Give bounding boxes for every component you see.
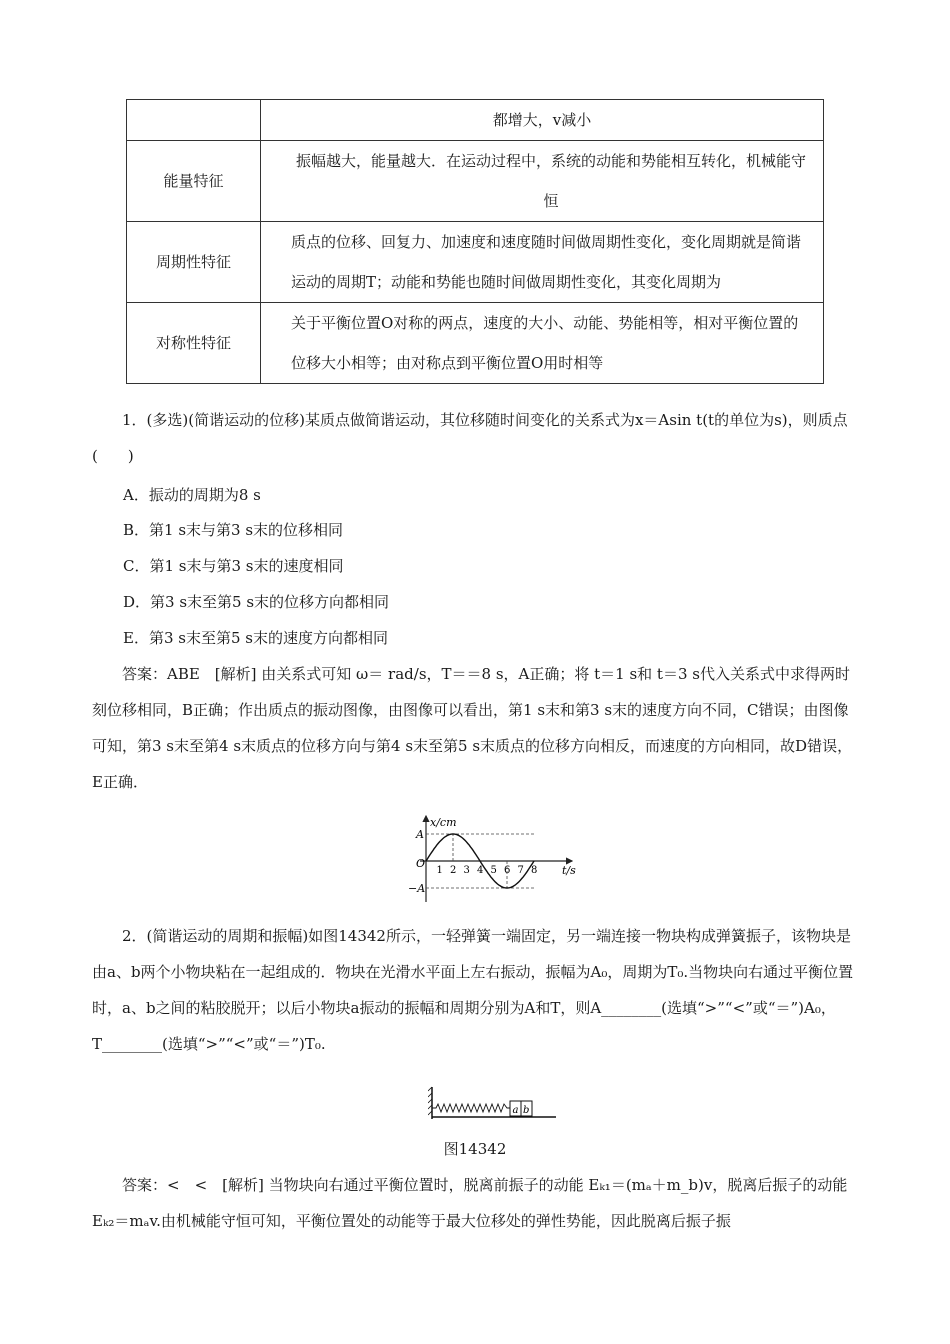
option-d: D．第3 s末至第5 s末的位移方向都相同 bbox=[123, 593, 390, 611]
spring bbox=[432, 1104, 510, 1112]
table-row bbox=[127, 141, 824, 222]
properties-table bbox=[126, 99, 824, 384]
tick-label: 3 bbox=[463, 865, 470, 876]
block-b-label: b bbox=[523, 1105, 530, 1116]
negative-amplitude-label: −A bbox=[408, 882, 426, 895]
question-2-stem: 2．(简谐运动的周期和振幅)如图14342所示，一轻弹簧一端固定，另一端连接一物块构成弹簧振子，该物块是由a、b两个小物块粘在一起组成的．物块在光滑水平面上左右振动，振幅为A₀，周期为T₀.当物块向右通过平衡位置时，a、b之间的粘胶脱开；以后小物块a振动的振幅和周期分别为A和T，则A________(选填“>”“<”或“＝”)A₀，T________(选填“>”“<”或“＝”)T₀. bbox=[92, 927, 854, 1053]
tick-label: 1 bbox=[436, 865, 443, 876]
table-row bbox=[127, 100, 824, 141]
question-1-stem: 1．(多选)(简谐运动的位移)某质点做简谐运动，其位移随时间变化的关系式为x＝Asin t(t的单位为s)，则质点( ) bbox=[92, 411, 848, 465]
row-label: 能量特征 bbox=[127, 141, 261, 222]
row-content: 振幅越大，能量越大．在运动过程中，系统的动能和势能相互转化，机械能守恒 bbox=[261, 141, 824, 222]
row-content: 关于平衡位置O对称的两点，速度的大小、动能、势能相等，相对平衡位置的位移大小相等；由对称点到平衡位置O用时相等 bbox=[261, 303, 824, 384]
option-e: E．第3 s末至第5 s末的速度方向都相同 bbox=[123, 629, 388, 647]
vibration-graph bbox=[386, 812, 586, 906]
option-b: B．第1 s末与第3 s末的位移相同 bbox=[123, 521, 344, 539]
amplitude-label: A bbox=[416, 828, 424, 841]
row-content: 都增大，v减小 bbox=[261, 100, 824, 141]
question-2-answer: 答案：< < [解析] 当物块向右通过平衡位置时，脱离前振子的动能 Eₖ₁＝(mₐ＋m_b)v，脱离后振子的动能 Eₖ₂＝mₐv.由机械能守恒可知，平衡位置处的动能等于最大位移处的弹性势能，因此脱离后振子振 bbox=[92, 1176, 848, 1230]
x-axis-label: t/s bbox=[562, 864, 576, 877]
row-label bbox=[127, 100, 261, 141]
tick-label: 7 bbox=[517, 865, 524, 876]
origin-label: O bbox=[416, 857, 426, 870]
table-row bbox=[127, 222, 824, 303]
figure-caption: 图14342 bbox=[443, 1140, 507, 1158]
table-row bbox=[127, 303, 824, 384]
question-1-answer: 答案：ABE [解析] 由关系式可知 ω＝ rad/s，T＝＝8 s，A正确；将 t＝1 s和 t＝3 s代入关系式中求得两时刻位移相同，B正确；作出质点的振动图像，由图像可以看出，第1 s末和第3 s末的速度方向不同，C错误；由图像可知，第3 s末至第4 s末质点的位移方向与第4 s末至第5 s末质点的位移方向相反，而速度的方向相同，故D错误，E正确． bbox=[92, 665, 853, 791]
y-axis-label: x/cm bbox=[430, 816, 457, 829]
option-a: A．振动的周期为8 s bbox=[123, 486, 261, 504]
row-content: 质点的位移、回复力、加速度和速度随时间做周期性变化，变化周期就是简谐运动的周期T；动能和势能也随时间做周期性变化，其变化周期为 bbox=[261, 222, 824, 303]
tick-label: 4 bbox=[477, 865, 484, 876]
tick-label: 5 bbox=[490, 865, 497, 876]
tick-label: 8 bbox=[531, 865, 538, 876]
option-c: C．第1 s末与第3 s末的速度相同 bbox=[123, 557, 344, 575]
tick-label: 2 bbox=[450, 865, 457, 876]
row-label: 对称性特征 bbox=[127, 303, 261, 384]
spring-oscillator-figure bbox=[428, 1085, 560, 1121]
row-label: 周期性特征 bbox=[127, 222, 261, 303]
block-a-label: a bbox=[512, 1105, 519, 1116]
tick-label: 6 bbox=[504, 865, 511, 876]
